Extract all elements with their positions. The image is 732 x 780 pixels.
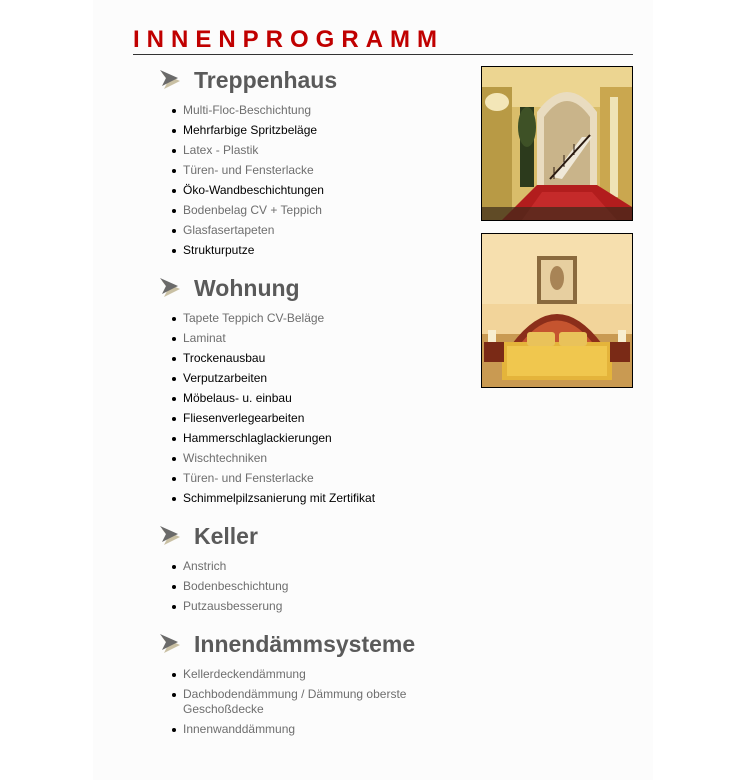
arrow-right-icon xyxy=(160,634,182,654)
section-innendaemmsysteme xyxy=(160,629,460,736)
item-list xyxy=(172,559,432,619)
list-item: Putzausbesserung xyxy=(172,599,432,619)
section-keller xyxy=(160,521,460,613)
bedroom-photo xyxy=(481,233,633,388)
list-item: Kellerdeckendämmung xyxy=(172,667,432,687)
list-item: Anstrich xyxy=(172,559,432,579)
arrow-right-icon xyxy=(160,70,182,90)
list-item: Trockenausbau xyxy=(172,351,432,371)
list-item: Bodenbelag CV + Teppich xyxy=(172,203,432,223)
list-item: Tapete Teppich CV-Beläge xyxy=(172,311,432,331)
section-treppenhaus xyxy=(160,65,460,257)
page-title: INNENPROGRAMM xyxy=(133,26,444,53)
section-wohnung xyxy=(160,273,460,505)
list-item: Wischtechniken xyxy=(172,451,432,471)
list-item: Glasfasertapeten xyxy=(172,223,432,243)
list-item: Hammerschlaglackierungen xyxy=(172,431,432,451)
list-item: Strukturputze xyxy=(172,243,432,263)
section-header xyxy=(160,273,460,303)
list-item: Bodenbeschichtung xyxy=(172,579,432,599)
section-title: Treppenhaus xyxy=(194,67,338,93)
list-item: Fliesenverlegearbeiten xyxy=(172,411,432,431)
list-item: Öko-Wandbeschichtungen xyxy=(172,183,432,203)
list-item: Laminat xyxy=(172,331,432,351)
arrow-right-icon xyxy=(160,278,182,298)
list-item: Möbelaus- u. einbau xyxy=(172,391,432,411)
item-list xyxy=(172,311,432,511)
list-item: Türen- und Fensterlacke xyxy=(172,471,432,491)
item-list xyxy=(172,667,432,742)
list-item: Verputzarbeiten xyxy=(172,371,432,391)
list-item: Türen- und Fensterlacke xyxy=(172,163,432,183)
list-item: Mehrfarbige Spritzbeläge xyxy=(172,123,432,143)
list-item: Schimmelpilzsanierung mit Zertifikat xyxy=(172,491,432,511)
list-item: Innenwanddämmung xyxy=(172,722,432,742)
title-divider xyxy=(133,54,633,55)
section-title: Keller xyxy=(194,523,258,549)
section-header xyxy=(160,521,460,551)
list-item: Latex - Plastik xyxy=(172,143,432,163)
list-item: Dachbodendämmung / Dämmung oberste Geschoßdecke xyxy=(172,687,432,722)
staircase-photo xyxy=(481,66,633,221)
list-item: Multi-Floc-Beschichtung xyxy=(172,103,432,123)
item-list xyxy=(172,103,432,263)
section-title: Innendämmsysteme xyxy=(194,631,416,657)
section-title: Wohnung xyxy=(194,275,300,301)
section-header xyxy=(160,629,460,659)
arrow-right-icon xyxy=(160,526,182,546)
section-header xyxy=(160,65,460,95)
